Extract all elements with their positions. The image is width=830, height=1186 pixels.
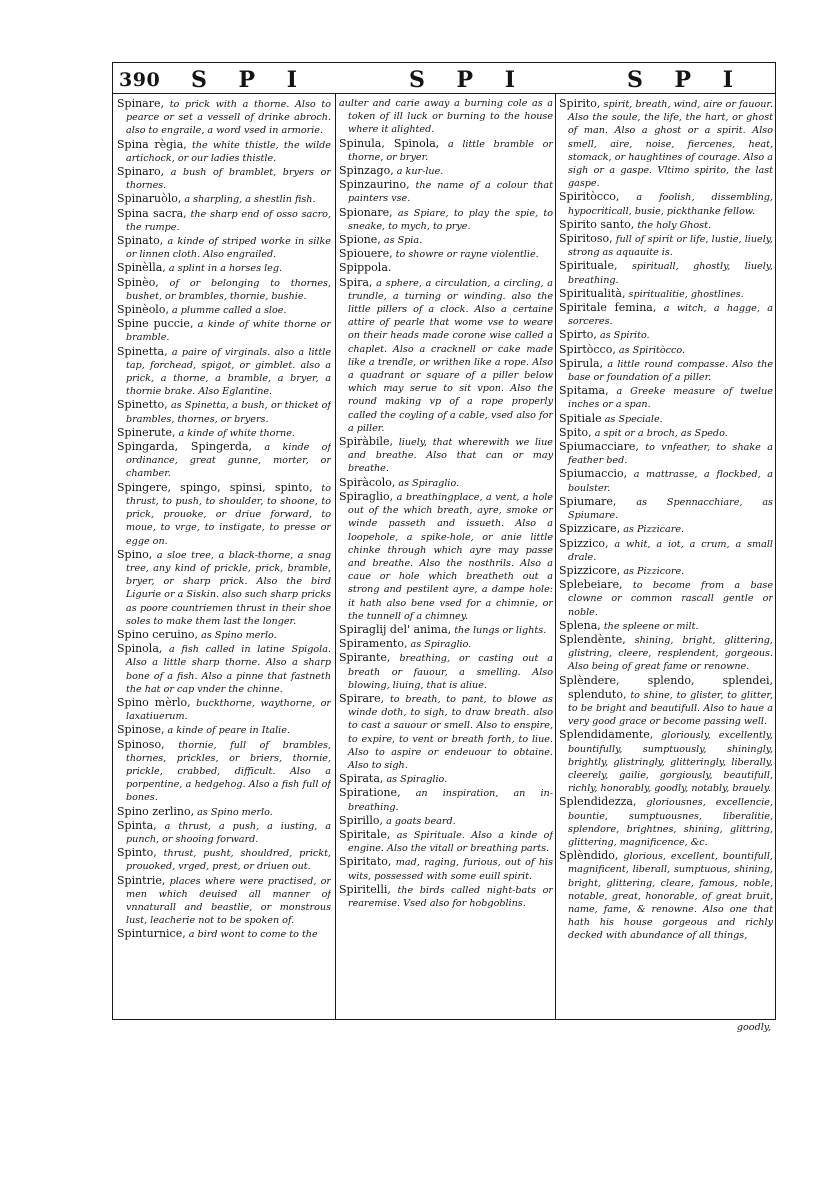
entry-definition: to become from a base clowne or common rascall gentle or noble.	[568, 580, 773, 618]
column-divider	[335, 93, 336, 1019]
entry-definition: spirituall, ghostly, liuely, breathing.	[568, 261, 773, 286]
entry-definition: a kinde of striped worke in silke or linnen cloth. Also engrailed.	[126, 236, 331, 261]
entry-headword: Spirito,	[559, 97, 601, 110]
dictionary-entry	[339, 261, 553, 275]
entry-headword: Spiritale,	[339, 827, 391, 841]
entry-definition: buckthorne, waythorne, or laxatiuerum.	[126, 697, 331, 723]
dictionary-entry	[117, 317, 331, 344]
running-head-right: S P I	[627, 67, 746, 93]
entry-definition: the sharp end of osso sacro, the rumpe.	[126, 208, 331, 233]
column-right	[559, 97, 773, 1017]
dictionary-entry	[559, 190, 773, 217]
entry-headword: Spinato,	[117, 234, 164, 248]
dictionary-entry	[117, 548, 331, 628]
entry-headword: Spirante,	[339, 651, 391, 665]
dictionary-entry	[117, 642, 331, 696]
entry-headword: Spinzaurino,	[339, 178, 410, 192]
entry-headword: Spinerute,	[117, 425, 176, 439]
entry-headword: Spizzicore,	[559, 563, 621, 577]
entry-definition: as Spino merlo.	[197, 806, 273, 818]
entry-definition: a kinde of white thorne or bramble.	[126, 319, 331, 344]
entry-definition: as Spiraglio.	[410, 639, 472, 651]
entry-headword: Spine puccie,	[117, 317, 194, 331]
entry-headword: Spiramento,	[339, 637, 408, 651]
entry-definition: a thrust, a push, a iusting, a punch, or shooing forward.	[126, 820, 331, 845]
dictionary-entry	[117, 819, 331, 846]
dictionary-entry	[559, 343, 773, 357]
dictionary-entry	[559, 633, 773, 674]
dictionary-entry	[339, 247, 553, 261]
header-rule	[113, 93, 775, 94]
entry-definition: a paire of virginals. also a little tap, forchead, spigot, or gimblet. also a prick, a thorne, a bramble, a bryer, a thornie brake. Also Eglantine.	[126, 346, 331, 398]
dictionary-entry	[117, 192, 331, 206]
dictionary-entry	[559, 522, 773, 536]
dictionary-entry	[117, 696, 331, 723]
dictionary-entry	[117, 303, 331, 317]
entry-definition: glorious, excellent, bountifull, magnificent, liberall, sumptuous, shining, bright, glittering, cleare, famous, noble, notable, great, honorable, of great bruit, name, fame, & renowne. Also one that hath his house gorgeous and richly decked with abundance of all things,	[568, 851, 773, 942]
entry-headword: Spinèlla,	[117, 261, 166, 275]
entry-headword: Spiràcolo,	[339, 475, 396, 489]
dictionary-entry	[559, 467, 773, 494]
dictionary-entry	[339, 233, 553, 247]
entry-definition: a bush of bramblet, bryers or thornes.	[126, 167, 331, 192]
entry-definition: as Pizzicore.	[623, 565, 685, 577]
entry-headword: Spinetto,	[117, 398, 168, 412]
dictionary-entry	[117, 874, 331, 928]
entry-headword: Splena,	[559, 618, 601, 632]
entry-definition: as Spirituale. Also a kinde of engine. Also the vitall or breathing parts.	[348, 829, 553, 855]
entry-definition: a fish called in latine Spigola. Also a little sharp thorne. Also a sharp bone of a fish. Also a pinne that fastneth the hat or cap vnder the chinne.	[126, 644, 331, 695]
dictionary-entry	[339, 651, 553, 692]
dictionary-entry	[559, 674, 773, 729]
dictionary-entry	[339, 164, 553, 178]
entry-headword: Spiritelli,	[339, 882, 391, 896]
entry-definition: a plumme called a sloe.	[172, 305, 287, 317]
dictionary-entry	[559, 537, 773, 564]
column-divider	[555, 93, 556, 1019]
entry-headword: Spiratione,	[339, 786, 401, 800]
dictionary-entry	[339, 855, 553, 882]
entry-headword: Spirula,	[559, 356, 604, 370]
entry-headword: Spinola,	[117, 642, 163, 656]
entry-headword: Spito,	[559, 425, 592, 439]
entry-definition: as Speciale.	[604, 413, 663, 425]
dictionary-entry	[117, 805, 331, 819]
entry-definition: of or belonging to thornes, bushet, or brambles, thornie, bushie.	[126, 277, 331, 302]
entry-headword: Spirtòcco,	[559, 342, 616, 356]
dictionary-entry	[117, 738, 331, 805]
entry-definition: aulter and carie away a burning cole as a token of ill luck or burning to the house where it alighted.	[339, 98, 553, 136]
entry-definition: places where were practised, or men which deuised all manner of vnnaturall and beastlie, or monstrous lust, leacherie not to be spoken of.	[126, 875, 331, 927]
entry-headword: Spionare,	[339, 205, 393, 219]
entry-definition: a foolish, dissembling, hypocriticall, busie, pickthanke fellow.	[568, 192, 773, 217]
entry-headword: Spiouere,	[339, 247, 393, 261]
entry-definition: gloriousnes, excellencie, bountie, sumptuousnes, liberalitie, splendore, brightnes, shining, glittring, glittering, magnificence, &c.	[568, 797, 773, 848]
entry-definition: as Pizzicare.	[623, 524, 685, 536]
entry-headword: Spizzicare,	[559, 522, 621, 536]
entry-headword: Spirituale,	[559, 259, 618, 273]
dictionary-entry	[339, 814, 553, 828]
dictionary-entry	[559, 426, 773, 440]
entry-headword: Spinto,	[117, 846, 157, 860]
entry-definition: the lungs or lights.	[454, 624, 547, 636]
entry-headword: Spinèolo,	[117, 303, 169, 317]
dictionary-entry	[339, 435, 553, 476]
entry-headword: Spiraglio,	[339, 489, 394, 503]
entry-definition: to prick with a thorne. Also to pearce or set a vessell of drinke abroch. also to engraile, a word vsed in armorie.	[126, 99, 331, 137]
entry-definition: a goats beard.	[386, 815, 456, 827]
dictionary-entry	[117, 138, 331, 165]
entry-definition: to showre or rayne violentlie.	[395, 249, 539, 261]
entry-headword: Spippola.	[339, 261, 392, 275]
dictionary-entry	[559, 97, 773, 190]
entry-definition: thornie, full of brambles, thornes, prickles, or briers, thornie, prickle, crabbed, difficult. Also a porpentine, a hedgehog. Also a fish full of bones.	[126, 739, 331, 804]
dictionary-entry	[559, 328, 773, 342]
dictionary-entry	[559, 619, 773, 633]
entry-definition: to shine, to glister, to glitter, to be bright and beautifull. Also to haue a very good grace or become passing well.	[568, 689, 773, 728]
dictionary-entry	[117, 398, 331, 425]
entry-headword: Spitiale	[559, 411, 602, 425]
dictionary-entry	[117, 723, 331, 737]
entry-definition: an inspiration, an in-breathing.	[348, 788, 553, 813]
entry-headword: Spirillo,	[339, 813, 384, 827]
entry-headword: Spitama,	[559, 384, 609, 398]
entry-headword: Spinetta,	[117, 344, 168, 358]
column-left	[117, 97, 331, 1017]
entry-headword: Spirare,	[339, 691, 385, 705]
entry-headword: Spirito santo,	[559, 217, 635, 231]
entry-definition: the birds called night-bats or rearemise. Vsed also for hobgoblins.	[348, 884, 553, 909]
entry-definition: a whit, a iot, a crum, a small drale.	[568, 538, 773, 563]
dictionary-entry	[339, 490, 553, 623]
entry-headword: Spinzago,	[339, 164, 394, 178]
entry-headword: Spirto,	[559, 328, 597, 342]
entry-definition: a kinde of peare in Italie.	[167, 725, 290, 737]
entry-headword: Spinare,	[117, 97, 165, 110]
dictionary-entry	[559, 412, 773, 426]
entry-definition: as Spinetta, a bush, or thicket of brambles, thornes, or bryers.	[126, 400, 331, 425]
dictionary-entry	[559, 849, 773, 942]
dictionary-entry	[339, 772, 553, 786]
entry-definition: a mattrasse, a flockbed, a boulster.	[568, 469, 773, 494]
entry-definition: as Spiraglio.	[386, 774, 448, 786]
entry-definition: as Spia.	[383, 235, 423, 247]
entry-headword: Spiraglij del' anima,	[339, 622, 452, 636]
entry-definition: to breath, to pant, to blowe as winde doth, to sigh, to draw breath. also to cast a sauour or smell. Also to enspire, to expire, to vent or breath forth, to liue. Also to aspire or endeuour to obtaine. Also to sigh.	[348, 693, 553, 771]
entry-headword: Spina règia,	[117, 137, 187, 151]
entry-definition: mad, raging, furious, out of his wits, possessed with some euill spirit.	[348, 857, 553, 882]
catchword: goodly,	[736, 1022, 771, 1033]
dictionary-entry	[117, 440, 331, 481]
entry-headword: Spiumacciare,	[559, 440, 639, 454]
dictionary-entry	[559, 232, 773, 259]
entry-headword: Spione,	[339, 233, 381, 247]
entry-definition: as Spino merlo.	[201, 629, 277, 641]
entry-headword: Spino zerlino,	[117, 804, 195, 818]
entry-headword: Splèndere, splendo, splendei, splenduto,	[559, 673, 773, 701]
dictionary-entry	[559, 495, 773, 522]
page-number: 390	[119, 69, 161, 91]
dictionary-entry	[559, 287, 773, 301]
dictionary-entry	[117, 165, 331, 192]
entry-definition: a kinde of ordinance, great gunne, morter, or chamber.	[126, 442, 331, 480]
running-head-center: S P I	[409, 67, 528, 93]
entry-headword: Spiritato,	[339, 855, 392, 869]
entry-headword: Spinta,	[117, 818, 157, 832]
entry-headword: Spiumaccio,	[559, 467, 628, 481]
dictionary-entry	[339, 786, 553, 813]
dictionary-entry	[339, 276, 553, 435]
dictionary-entry	[117, 481, 331, 548]
entry-headword: Spizzico,	[559, 536, 609, 550]
dictionary-entry	[339, 828, 553, 855]
entry-definition: as Spiraglio.	[398, 477, 460, 489]
dictionary-entry	[339, 476, 553, 490]
entry-definition: the name of a colour that painters vse.	[348, 180, 553, 205]
dictionary-entry	[117, 276, 331, 303]
dictionary-entry	[559, 795, 773, 849]
dictionary-entry	[339, 137, 553, 164]
entry-definition: a breathingplace, a vent, a hole out of the which breath, ayre, smoke or winde passeth and issueth. Also a loopehole, a spike-hole, or anie little chinke through which ayre may passe and breathe. Also the nosthrils. Also a caue or hole which breatheth out a strong and pestilent ayre, a dampe hole: it hath also bene vsed for a chimnie, or the tunnell of a chimney.	[348, 491, 553, 622]
entry-definition: thrust, pusht, shouldred, prickt, prouoked, vrged, prest, or driuen out.	[126, 848, 331, 873]
dictionary-entry	[117, 261, 331, 275]
dictionary-entry	[117, 628, 331, 642]
dictionary-entry	[339, 97, 553, 137]
dictionary-entry	[559, 578, 773, 619]
entry-definition: as Spiare, to play the spie, to sneake, to mych, to prye.	[348, 207, 553, 232]
entry-headword: Splendidamente,	[559, 728, 654, 742]
dictionary-entry	[559, 301, 773, 328]
entry-headword: Spiràbile,	[339, 435, 393, 449]
dictionary-entry	[117, 426, 331, 440]
dictionary-entry	[559, 259, 773, 286]
dictionary-entry	[339, 206, 553, 233]
entry-headword: Spinaro,	[117, 165, 165, 179]
dictionary-entry	[117, 927, 331, 941]
entry-definition: a witch, a hagge, a sorceres.	[568, 303, 773, 328]
entry-headword: Spingarda, Spingerda,	[117, 440, 253, 454]
entry-headword: Spinoso,	[117, 737, 165, 751]
entry-headword: Spina sacra,	[117, 206, 187, 220]
dictionary-entry	[117, 97, 331, 138]
entry-headword: Splebeiare,	[559, 578, 623, 592]
entry-headword: Spino ceruino,	[117, 627, 199, 641]
entry-definition: a kinde of white thorne.	[178, 427, 295, 439]
entry-definition: a spit or a broch, as Spedo.	[594, 427, 728, 439]
entry-definition: a Greeke measure of twelue inches or a span.	[568, 386, 773, 411]
entry-definition: shining, bright, glittering, glistring, cleere, resplendent, gorgeous. Also being of great fame or renowne.	[568, 634, 773, 673]
entry-definition: a little round compasse. Also the base or foundation of a piller.	[568, 358, 773, 384]
entry-definition: a splint in a horses leg.	[168, 263, 283, 275]
column-middle	[339, 97, 553, 1017]
dictionary-entry	[117, 234, 331, 261]
entry-headword: Spiritoso,	[559, 232, 613, 246]
entry-headword: Spino mèrlo,	[117, 695, 191, 709]
dictionary-entry	[339, 637, 553, 651]
entry-definition: breathing, or casting out a breath or fauour, a smelling. Also blowing, liuing, that is aliue.	[348, 653, 553, 691]
dictionary-entry	[339, 883, 553, 910]
entry-headword: Spiritualità,	[559, 286, 626, 300]
entry-definition: the white thistle, the wilde artichock, or our ladies thistle.	[126, 139, 331, 164]
entry-headword: Spinèo,	[117, 275, 159, 289]
entry-definition: a sloe tree, a black-thorne, a snag tree, any kind of prickle, prick, bramble, bryer, or sharp prick. Also the bird Ligurie or a Siskin. also such sharp pricks as poore countriemen thrust in their shoe soles to make them last the longer.	[126, 549, 331, 627]
entry-headword: Spingere, spingo, spinsi, spinto,	[117, 480, 313, 494]
dictionary-entry	[339, 178, 553, 205]
entry-definition: spirit, breath, wind, aire or fauour. Also the soule, the life, the hart, or ghost of man. Also a ghost or a spirit. Also smell, aire, noise, fiercenes, heat, stomack, or haughtines of courage. Also a sigh or a gaspe. Vltimo spirito, the last gaspe.	[568, 99, 773, 190]
entry-definition: a kur-lue.	[396, 166, 444, 178]
entry-definition: to vnfeather, to shake a feather bed.	[568, 442, 773, 467]
entry-definition: liuely, that wherewith we liue and breathe. Also that can or may breathe.	[348, 437, 553, 475]
dictionary-entry	[117, 345, 331, 399]
entry-headword: Splendidezza,	[559, 795, 637, 809]
dictionary-entry	[559, 728, 773, 795]
entry-headword: Spinose,	[117, 723, 165, 737]
entry-headword: Spinula, Spinola,	[339, 136, 440, 150]
entry-headword: Spinturnice,	[117, 927, 186, 941]
dictionary-entry	[117, 846, 331, 873]
entry-definition: a sharpling, a shestlin fish.	[184, 194, 316, 206]
entry-definition: the spleene or milt.	[603, 620, 699, 632]
entry-definition: spiritualitie, ghostlines.	[628, 288, 744, 300]
entry-definition: as Spiritòcco.	[618, 344, 686, 356]
running-head-left: S P I	[191, 67, 310, 93]
entry-headword: Splèndido,	[559, 849, 619, 863]
entry-definition: to thrust, to push, to shoulder, to shoone, to prick, prouoke, or driue forward, to moue, to vrge, to instigate, to presse or egge on.	[126, 482, 331, 547]
dictionary-entry	[339, 692, 553, 772]
entry-headword: Spiritòcco,	[559, 190, 620, 204]
entry-headword: Spinaruòlo,	[117, 192, 182, 206]
entry-definition: gloriously, excellently, bountifully, sumptuously, shiningly, brightly, glistringly, glitteringly, liberally, cleerely, gailie, gorgiously, beautifull, richly, honorably, goodly, notably, brauely.	[568, 730, 773, 795]
dictionary-entry	[559, 218, 773, 232]
entry-definition: as Spirito.	[599, 330, 650, 342]
dictionary-entry	[559, 440, 773, 467]
entry-definition: the holy Ghost.	[637, 219, 712, 231]
dictionary-entry	[117, 207, 331, 234]
entry-definition: full of spirit or life, lustie, liuely, strong as aquauite is.	[568, 234, 773, 259]
entry-headword: Spiritale femina,	[559, 301, 657, 315]
entry-headword: Spiumare,	[559, 494, 617, 508]
entry-headword: Spintrie,	[117, 873, 166, 887]
entry-headword: Splendènte,	[559, 632, 626, 646]
entry-definition: as Spennacchiare, as Spiumare.	[568, 496, 773, 522]
entry-headword: Spino,	[117, 547, 153, 561]
entry-headword: Spira,	[339, 275, 373, 289]
entry-definition: a little bramble or thorne, or bryer.	[348, 138, 553, 163]
entry-headword: Spirata,	[339, 772, 384, 786]
dictionary-page	[112, 62, 776, 1033]
dictionary-entry	[559, 564, 773, 578]
dictionary-entry	[559, 384, 773, 411]
entry-definition: a bird wont to come to the	[188, 929, 318, 941]
dictionary-entry	[339, 623, 553, 637]
dictionary-entry	[559, 357, 773, 384]
entry-definition: a sphere, a circulation, a circling, a trundle, a turning or winding. also the little pillers of a clock. Also a certaine attire of pearle that wome vse to weare on their heads made corone wise called a chaplet. Also a cracknell or cake made like a trendle, or writhen like a rope. Also a quadrant or square of a piller below which may serue to sit vpon. Also the round making vp of a rope properly called the coyling of a cable, vsed also for a piller.	[348, 277, 553, 434]
